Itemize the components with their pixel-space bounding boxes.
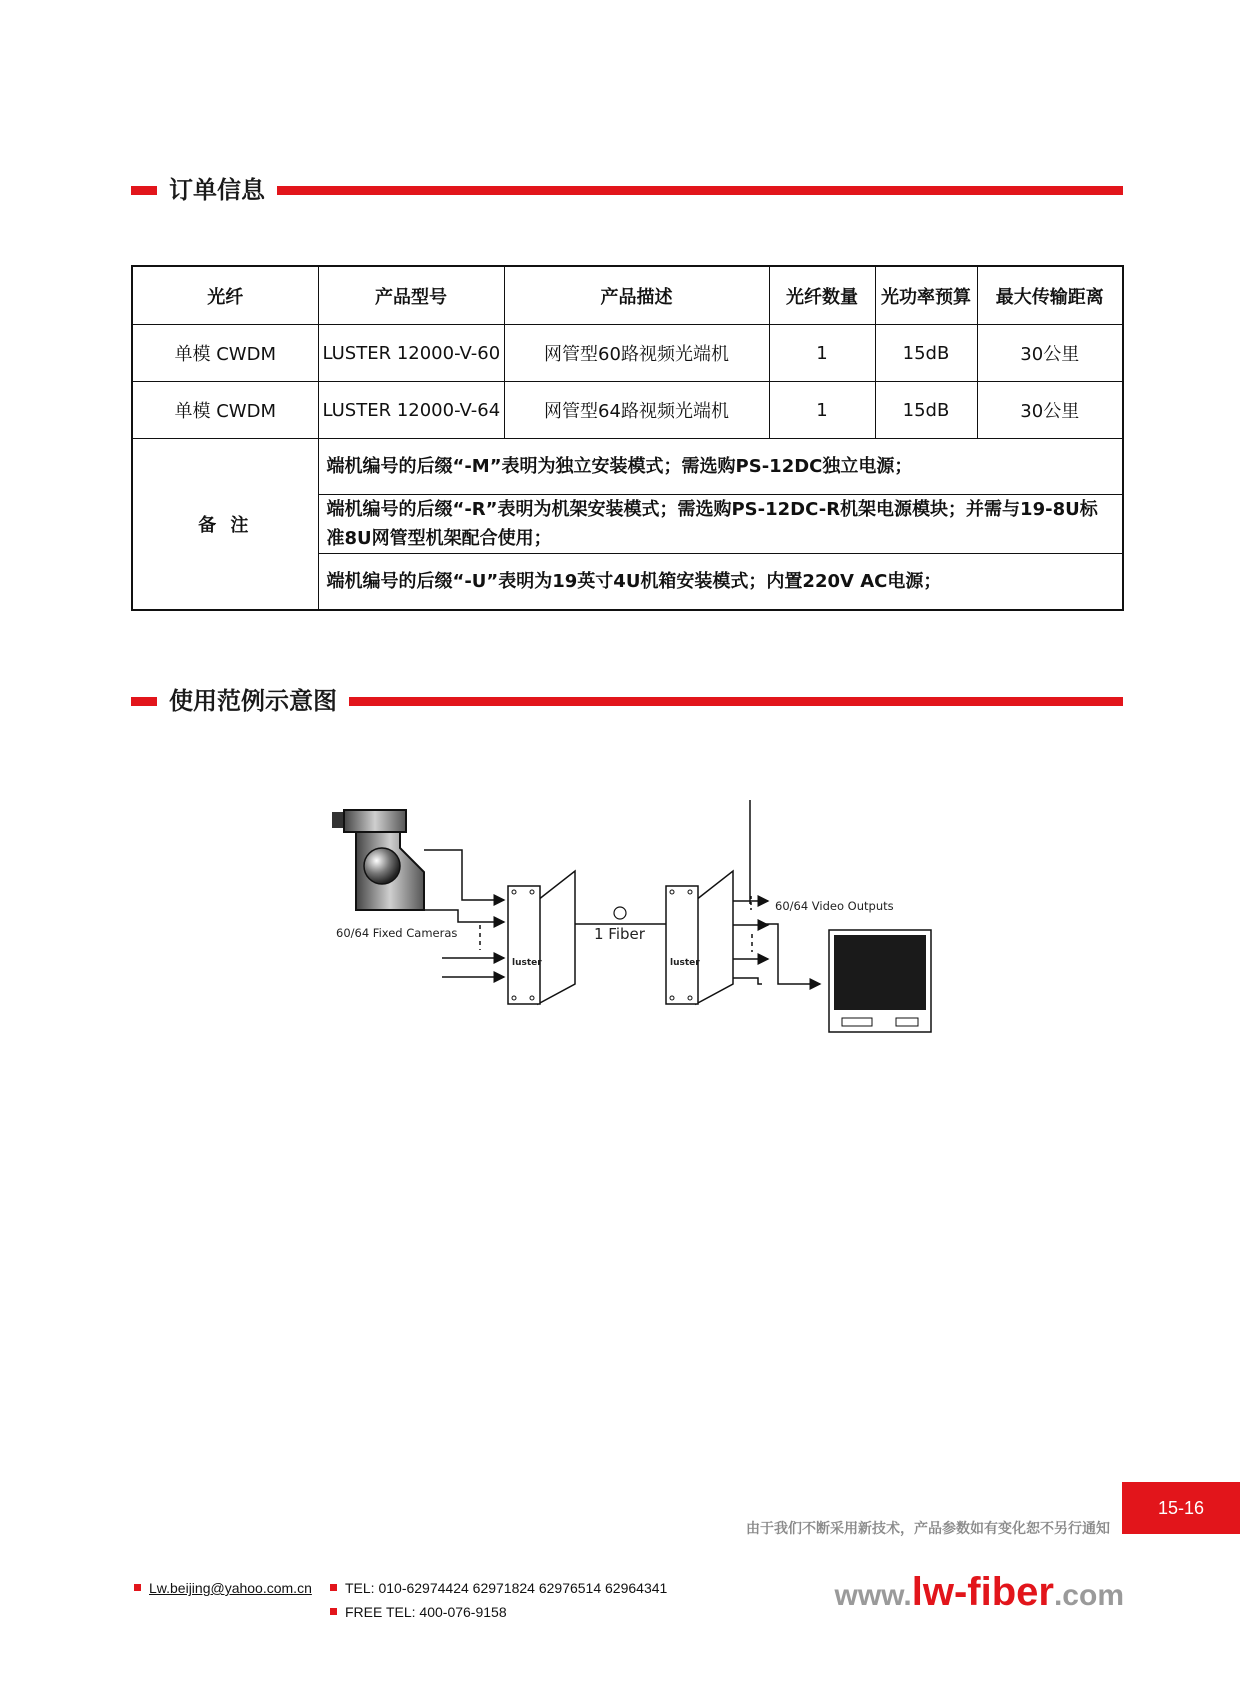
- cameras-label: 60/64 Fixed Cameras: [336, 926, 458, 940]
- tel-text: TEL: 010-62974424 62971824 62976514 62964341: [345, 1580, 668, 1596]
- outputs-label: 60/64 Video Outputs: [775, 899, 894, 913]
- cell-power-budget: 15dB: [875, 325, 977, 382]
- website-prefix: www.: [834, 1579, 912, 1612]
- cell-model: LUSTER 12000-V-60: [318, 325, 504, 382]
- monitor-icon: [829, 930, 931, 1032]
- note-m: 端机编号的后缀“-M”表明为独立安装模式；需选购PS-12DC独立电源；: [318, 439, 1123, 495]
- section-rule: [277, 186, 1123, 195]
- header-fiber-count: 光纤数量: [769, 266, 875, 325]
- cell-fiber-count: 1: [769, 325, 875, 382]
- receiver-device: [666, 871, 733, 1004]
- free-tel-text: FREE TEL: 400-076-9158: [345, 1604, 507, 1620]
- video-output-lines: [733, 800, 820, 984]
- footer-free-tel: [330, 1604, 507, 1620]
- fiber-label: 1 Fiber: [594, 925, 645, 943]
- bullet-icon: [134, 1584, 141, 1591]
- footer-tel: [330, 1580, 667, 1596]
- transmitter-brand: luster: [512, 958, 542, 968]
- receiver-brand: luster: [670, 958, 700, 968]
- camera-icon: [332, 810, 424, 910]
- note-u: 端机编号的后缀“-U”表明为19英寸4U机箱安装模式；内置220V AC电源；: [318, 554, 1123, 611]
- header-model: 产品型号: [318, 266, 504, 325]
- header-max-distance: 最大传输距离: [977, 266, 1123, 325]
- table-row: [132, 325, 1123, 382]
- notes-label: 备 注: [132, 439, 318, 611]
- cell-max-distance: 30公里: [977, 382, 1123, 439]
- camera-input-lines: [424, 850, 504, 977]
- section-marker: [131, 186, 157, 195]
- header-power-budget: 光功率预算: [875, 266, 977, 325]
- table-row: [132, 382, 1123, 439]
- footer-email: [134, 1580, 312, 1596]
- order-table: [131, 265, 1124, 611]
- cell-description: 网管型64路视频光端机: [504, 382, 769, 439]
- diagram-header: [131, 686, 1123, 716]
- website-suffix: .com: [1053, 1579, 1124, 1612]
- usage-diagram: [320, 800, 940, 1040]
- bullet-icon: [330, 1584, 337, 1591]
- table-header-row: [132, 266, 1123, 325]
- diagram-title: 使用范例示意图: [169, 687, 337, 715]
- cell-fiber: 单模 CWDM: [132, 382, 318, 439]
- cell-description: 网管型60路视频光端机: [504, 325, 769, 382]
- section-rule: [349, 697, 1123, 706]
- bullet-icon: [330, 1608, 337, 1615]
- fiber-link: [575, 907, 666, 924]
- disclaimer: 由于我们不断采用新技术，产品参数如有变化恕不另行通知: [746, 1521, 1110, 1537]
- website-link[interactable]: [835, 1570, 1125, 1623]
- cell-model: LUSTER 12000-V-64: [318, 382, 504, 439]
- note-r: 端机编号的后缀“-R”表明为机架安装模式；需选购PS-12DC-R机架电源模块；并需与19-8U标准8U网管型机架配合使用；: [318, 495, 1123, 554]
- order-info-title: 订单信息: [169, 176, 265, 204]
- email-link[interactable]: Lw.beijing@yahoo.com.cn: [149, 1580, 312, 1596]
- cell-fiber: 单模 CWDM: [132, 325, 318, 382]
- order-info-header: [131, 175, 1123, 205]
- cell-max-distance: 30公里: [977, 325, 1123, 382]
- cell-fiber-count: 1: [769, 382, 875, 439]
- section-marker: [131, 697, 157, 706]
- header-description: 产品描述: [504, 266, 769, 325]
- header-fiber: 光纤: [132, 266, 318, 325]
- website-main: lw-fiber: [911, 1570, 1054, 1614]
- notes-row: [132, 439, 1123, 495]
- transmitter-device: [508, 871, 575, 1004]
- page-number: 15-16: [1122, 1482, 1240, 1534]
- cell-power-budget: 15dB: [875, 382, 977, 439]
